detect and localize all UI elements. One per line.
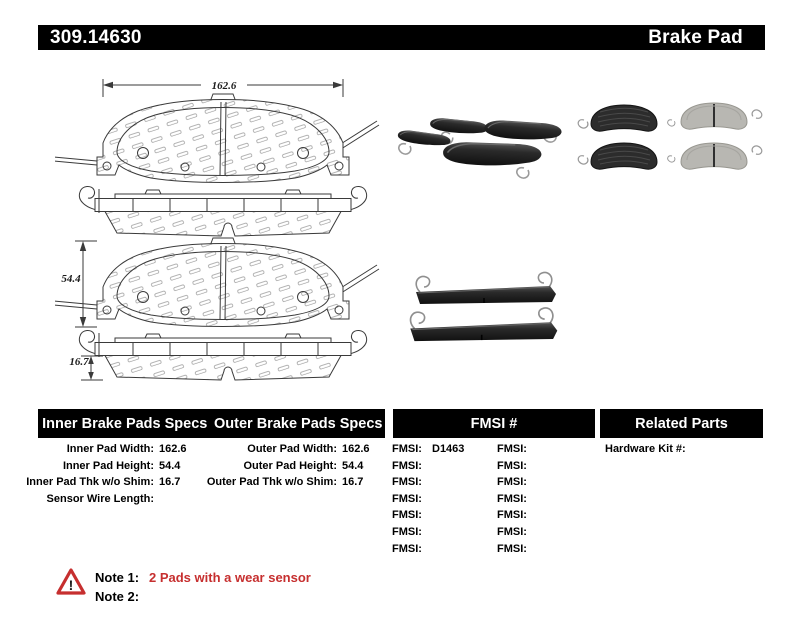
inner-specs-header: Inner Brake Pads Specs <box>42 415 208 432</box>
table-row <box>392 474 464 491</box>
fmsi-label: FMSI: <box>497 509 527 522</box>
dim-label-width: 162.6 <box>211 80 237 92</box>
table-row <box>497 441 537 458</box>
spec-value: 16.7 <box>342 476 364 489</box>
fmsi-label: FMSI: <box>392 525 422 538</box>
spec-value: 16.7 <box>159 476 181 489</box>
note-2-label: Note 2: <box>95 589 140 604</box>
table-row <box>497 541 537 558</box>
table-row <box>497 474 537 491</box>
table-row <box>392 491 464 508</box>
fmsi-label: FMSI: <box>392 476 422 489</box>
dim-label-thickness: 16.7 <box>69 356 89 368</box>
product-type-title: Brake Pad <box>648 26 743 48</box>
table-row <box>497 524 537 541</box>
table-row <box>497 491 537 508</box>
fmsi-label: FMSI: <box>497 525 527 538</box>
table-row <box>392 524 464 541</box>
note-1-text: 2 Pads with a wear sensor <box>149 570 311 585</box>
fmsi-label: FMSI: <box>392 509 422 522</box>
table-row <box>22 474 187 491</box>
note-1-label: Note 1: <box>95 570 140 585</box>
svg-text:!: ! <box>68 577 74 593</box>
table-row <box>205 441 370 458</box>
pad-profile-view-1 <box>79 186 366 236</box>
fmsi-label: FMSI: <box>392 542 422 555</box>
table-row <box>22 441 187 458</box>
fmsi-label: FMSI: <box>497 443 527 455</box>
photo-pads-edge-clips <box>396 256 572 360</box>
table-row <box>205 474 370 491</box>
table-row <box>392 541 464 558</box>
part-number: 309.14630 <box>50 26 142 48</box>
table-row <box>392 507 464 524</box>
related-parts-table <box>605 441 691 458</box>
table-row <box>497 458 537 475</box>
technical-drawing <box>55 65 390 395</box>
fmsi-label: FMSI: <box>497 542 527 555</box>
spec-label: Inner Pad Thk w/o Shim: <box>26 476 154 489</box>
spec-label: Sensor Wire Length: <box>46 492 154 505</box>
photo-pads-flat <box>576 94 764 178</box>
specs-header-bar <box>38 409 385 438</box>
spec-label: Outer Pad Thk w/o Shim: <box>206 476 337 489</box>
spec-label: Inner Pad Height: <box>62 459 154 472</box>
spec-label: Outer Pad Width: <box>247 443 337 455</box>
table-row <box>22 491 187 508</box>
outer-specs-header: Outer Brake Pads Specs <box>214 415 383 432</box>
fmsi-header-bar <box>393 409 595 438</box>
fmsi-label: FMSI: <box>392 459 422 472</box>
photo-pads-angled <box>392 96 592 188</box>
fmsi-label: FMSI: <box>497 492 527 505</box>
fmsi-header: FMSI # <box>470 415 518 432</box>
fmsi-label: FMSI: <box>392 443 422 455</box>
related-label: Hardware Kit #: <box>605 443 686 455</box>
fmsi-label: FMSI: <box>497 476 527 489</box>
table-row <box>605 441 691 458</box>
spec-value: 54.4 <box>342 459 364 472</box>
fmsi-label: FMSI: <box>497 459 527 472</box>
spec-value: 162.6 <box>342 443 370 455</box>
related-parts-header: Related Parts <box>635 415 728 432</box>
table-row <box>205 458 370 475</box>
related-parts-header-bar <box>600 409 763 438</box>
spec-value: 54.4 <box>159 459 181 472</box>
spec-value: 162.6 <box>159 443 187 455</box>
pad-front-view-1 <box>55 94 379 183</box>
inner-specs-table <box>22 441 187 507</box>
note-1 <box>95 569 311 587</box>
fmsi-table-col2 <box>497 441 537 557</box>
header-bar <box>38 25 765 50</box>
fmsi-table-col1 <box>392 441 464 557</box>
note-2 <box>95 588 149 606</box>
pad-front-view-2 <box>55 238 379 327</box>
fmsi-value: D1463 <box>432 443 465 455</box>
table-row <box>497 507 537 524</box>
outer-specs-table <box>205 441 370 491</box>
dimension-height <box>61 241 97 327</box>
dimension-thickness <box>69 356 103 380</box>
spec-label: Outer Pad Height: <box>243 459 337 472</box>
warning-icon <box>55 567 87 597</box>
table-row <box>392 441 464 458</box>
pad-profile-view-2 <box>79 330 366 380</box>
fmsi-label: FMSI: <box>392 492 422 505</box>
table-row <box>22 458 187 475</box>
spec-label: Inner Pad Width: <box>66 443 154 455</box>
table-row <box>392 458 464 475</box>
dim-label-height: 54.4 <box>61 273 81 285</box>
